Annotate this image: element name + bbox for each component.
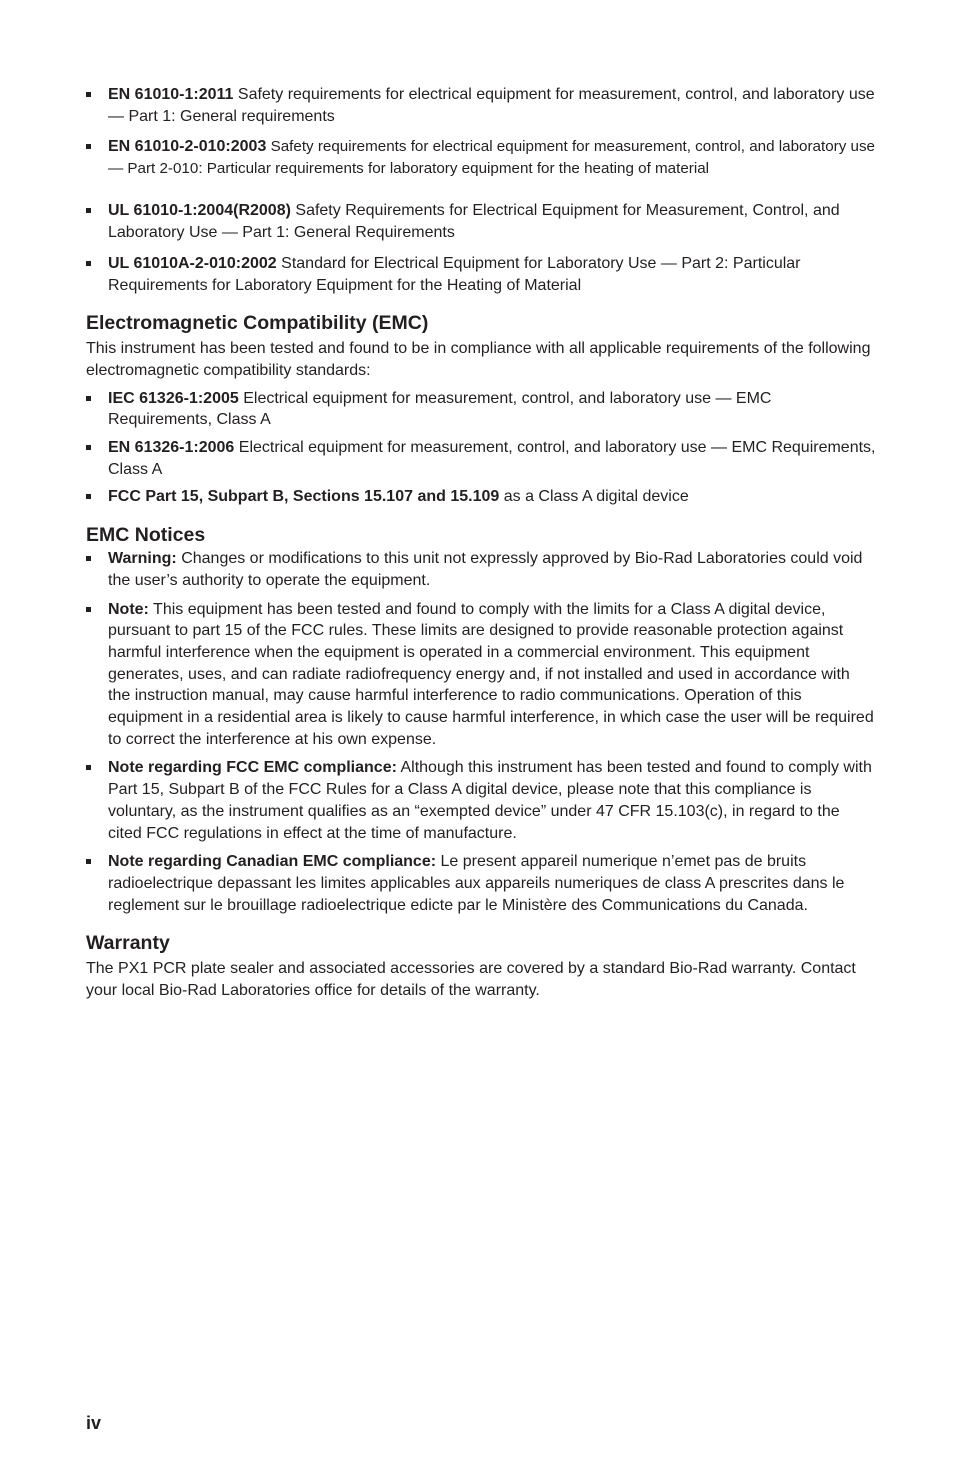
- notice-label: Warning:: [108, 550, 177, 568]
- safety-standards-list: [86, 84, 876, 296]
- notice-label: Note:: [108, 600, 149, 618]
- list-item: [86, 253, 876, 296]
- list-item: [86, 136, 876, 180]
- standard-code: UL 61010-1:2004(R2008): [108, 202, 291, 220]
- list-item: [86, 388, 876, 431]
- emc-standards-list: [86, 388, 876, 509]
- notice-text: Although this instrument has been tested and found to comply with Part 15, Subpart B of the FCC Rules for a Class A digital device, please note that this compliance is voluntary, as the instrument qualifies as an “exempted device” under 47 CFR 15.103(c), in regard to the cited FCC regulations in effect at the time of manufacture.: [108, 759, 872, 842]
- list-item: [86, 200, 876, 243]
- section-heading-emc-notices: EMC Notices: [86, 524, 206, 547]
- list-item: [86, 548, 876, 591]
- notice-text: Le present appareil numerique n’emet pas de bruits radioelectrique depassant les limites applicables aux appareils numeriques de class A prescrites dans le reglement sur le brouillage radioelectrique edicte par le Ministère des Communications du Canada.: [108, 853, 845, 914]
- list-item: [86, 84, 876, 127]
- standard-text: Safety requirements for electrical equipment for measurement, control, and laboratory use — Part 1: General requirements: [108, 86, 875, 125]
- list-item: [86, 486, 876, 508]
- standard-code: EN 61326-1:2006: [108, 439, 235, 457]
- emc-intro: This instrument has been tested and found to be in compliance with all applicable requirements of the following electromagnetic compatibility standards:: [86, 340, 871, 379]
- notice-text: Changes or modifications to this unit not expressly approved by Bio-Rad Laboratories could void the user’s authority to operate the equipment.: [108, 550, 863, 589]
- emc-notices-list: [86, 548, 876, 916]
- standard-code: EN 61010-2-010:2003: [108, 138, 267, 156]
- list-item: [86, 599, 876, 751]
- standard-text: as a Class A digital device: [503, 488, 689, 506]
- list-item: [86, 757, 876, 844]
- list-item: [86, 437, 876, 480]
- standard-code: FCC Part 15, Subpart B, Sections 15.107 and 15.109: [108, 488, 500, 506]
- standard-text: Electrical equipment for measurement, control, and laboratory use — EMC Requirements, Class A: [108, 389, 772, 429]
- standard-text: Safety Requirements for Electrical Equipment for Measurement, Control, and Laboratory Use — Part 1: General Requirements: [108, 202, 840, 242]
- standard-code: IEC 61326-1:2005: [108, 389, 239, 407]
- notice-label: Note regarding FCC EMC compliance:: [108, 759, 397, 777]
- standard-text: Safety requirements for electrical equipment for measurement, control, and laboratory use — Part 2-010: Particular requirements for laboratory equipment for the heating of material: [108, 138, 876, 178]
- section-heading-warranty: Warranty: [86, 932, 170, 955]
- standard-code: UL 61010A-2-010:2002: [108, 254, 277, 272]
- section-heading-emc: Electromagnetic Compatibility (EMC): [86, 312, 429, 335]
- standard-text: Electrical equipment for measurement, control, and laboratory use — EMC Requirements, Class A: [108, 439, 876, 478]
- standard-code: EN 61010-1:2011: [108, 86, 234, 103]
- list-item: [86, 851, 876, 916]
- notice-text: This equipment has been tested and found to comply with the limits for a Class A digital device, pursuant to part 15 of the FCC rules. These limits are designed to provide reasonable protection against harmful interference when the equipment is operated in a commercial environment. This equipment generates, uses, and can radiate radiofrequency energy and, if not installed and used in accordance with the instruction manual, may cause harmful interference to radio communications. Operation of this equipment in a residential area is likely to cause harmful interference, in which case the user will be required to correct the interference at his own expense.: [108, 600, 874, 748]
- page-content: [86, 84, 876, 1002]
- notice-label: Note regarding Canadian EMC compliance:: [108, 853, 437, 871]
- standard-text: Standard for Electrical Equipment for Laboratory Use — Part 2: Particular Requirements for Laboratory Equipment for the Heating of Material: [108, 254, 801, 294]
- warranty-text: The PX1 PCR plate sealer and associated accessories are covered by a standard Bio-Rad warranty. Contact your local Bio-Rad Laboratories office for details of the warranty.: [86, 960, 856, 1000]
- page-number: iv: [86, 1413, 102, 1433]
